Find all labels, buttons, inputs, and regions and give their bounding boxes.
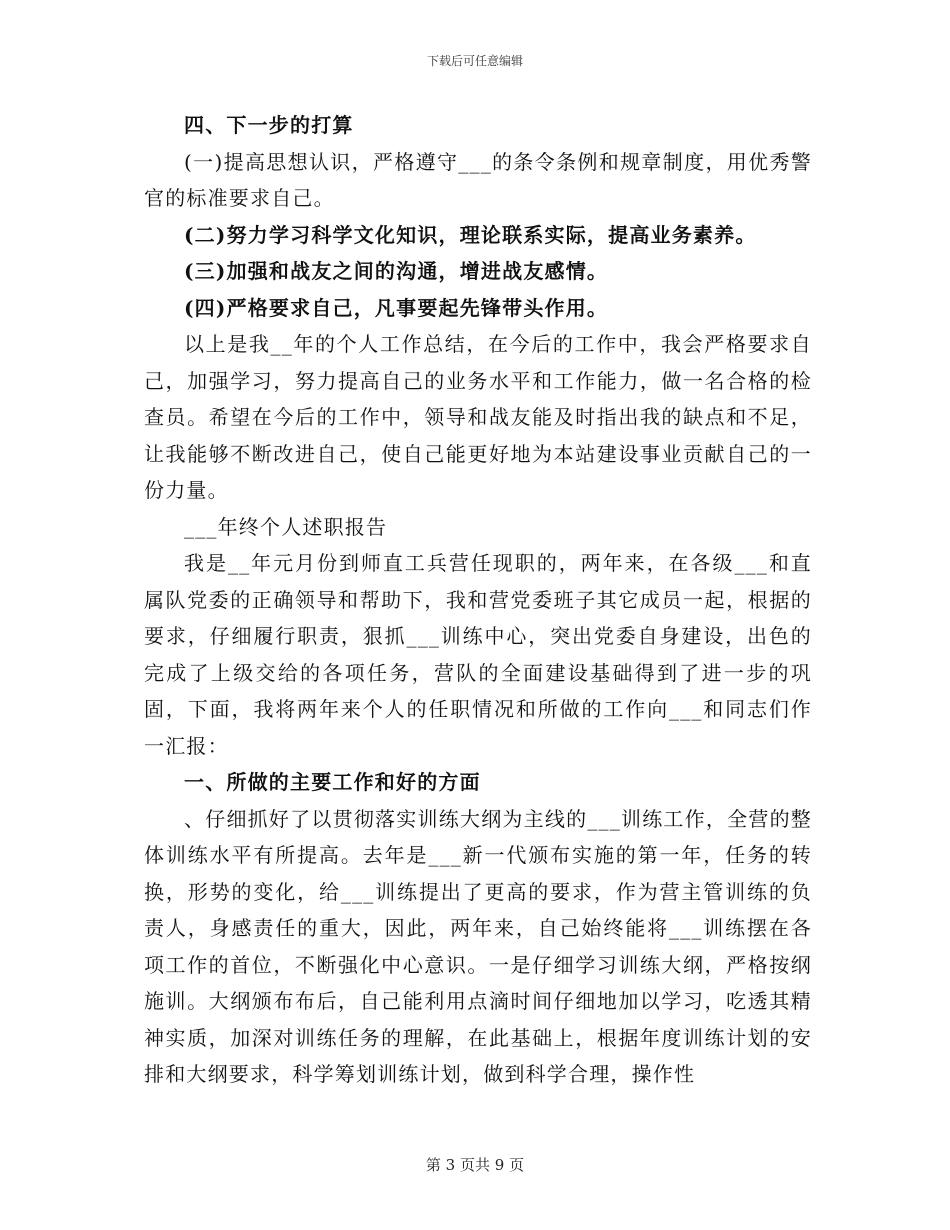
heading-main-work: 一、所做的主要工作和好的方面 (184, 770, 481, 794)
intro-paragraph: 我是__年元月份到师直工兵营任现职的，两年来，在各级___和直属队党委的正确领导和帮助下，我和营党委班子其它成员一起，根据的要求，仔细履行职责，狠抓___训练中心，突出党委自身建设，出色的完成了上级交给的各项任务，营队的全面建设基础得到了进一步的巩固，下面，我将两年来个人的任职情况和所做的工作向___和同志们作一汇报： (144, 551, 812, 758)
report-title: ___年终个人述职报告 (184, 514, 388, 539)
heading-next-steps: 四、下一步的打算 (184, 113, 354, 137)
page-header: 下载后可任意编辑 (426, 54, 523, 68)
plan-item-1: (一)提高思想认识，严格遵守___的条令条例和规章制度，用优秀警官的标准要求自己。 (144, 149, 812, 210)
plan-item-2: (二)努力学习科学文化知识，理论联系实际，提高业务素养。 (184, 222, 757, 247)
document-body (144, 107, 812, 1093)
plan-item-3: (三)加强和战友之间的沟通，增进战友感情。 (184, 259, 609, 283)
training-paragraph: 、仔细抓好了以贯彻落实训练大纲为主线的___训练工作，全营的整体训练水平有所提高。去年是___新一代颁布实施的第一年，任务的转换，形势的变化，给___训练提出了更高的要求，作为营主管训练的负责人，身感责任的重大，因此，两年来，自己始终能将___训练摆在各项工作的首位，不断强化中心意识。一是仔细学习训练大纲，严格按纲施训。大纲颁布布后，自己能利用点滴时间仔细地加以学习，吃透其精神实质，加深对训练任务的理解，在此基础上，根据年度训练计划的安排和大纲要求，科学筹划训练计划，做到科学合理，操作性 (144, 806, 812, 1086)
page-number-footer: 第 3 页共 9 页 (425, 1156, 525, 1174)
plan-item-4: (四)严格要求自己，凡事要起先锋带头作用。 (184, 295, 609, 320)
summary-paragraph: 以上是我__年的个人工作总结，在今后的工作中，我会严格要求自己，加强学习，努力提高自己的业务水平和工作能力，做一名合格的检查员。希望在今后的工作中，领导和战友能及时指出我的缺点和不足，让我能够不断改进自己，使自己能更好地为本站建设事业贡献自己的一份力量。 (144, 332, 812, 502)
